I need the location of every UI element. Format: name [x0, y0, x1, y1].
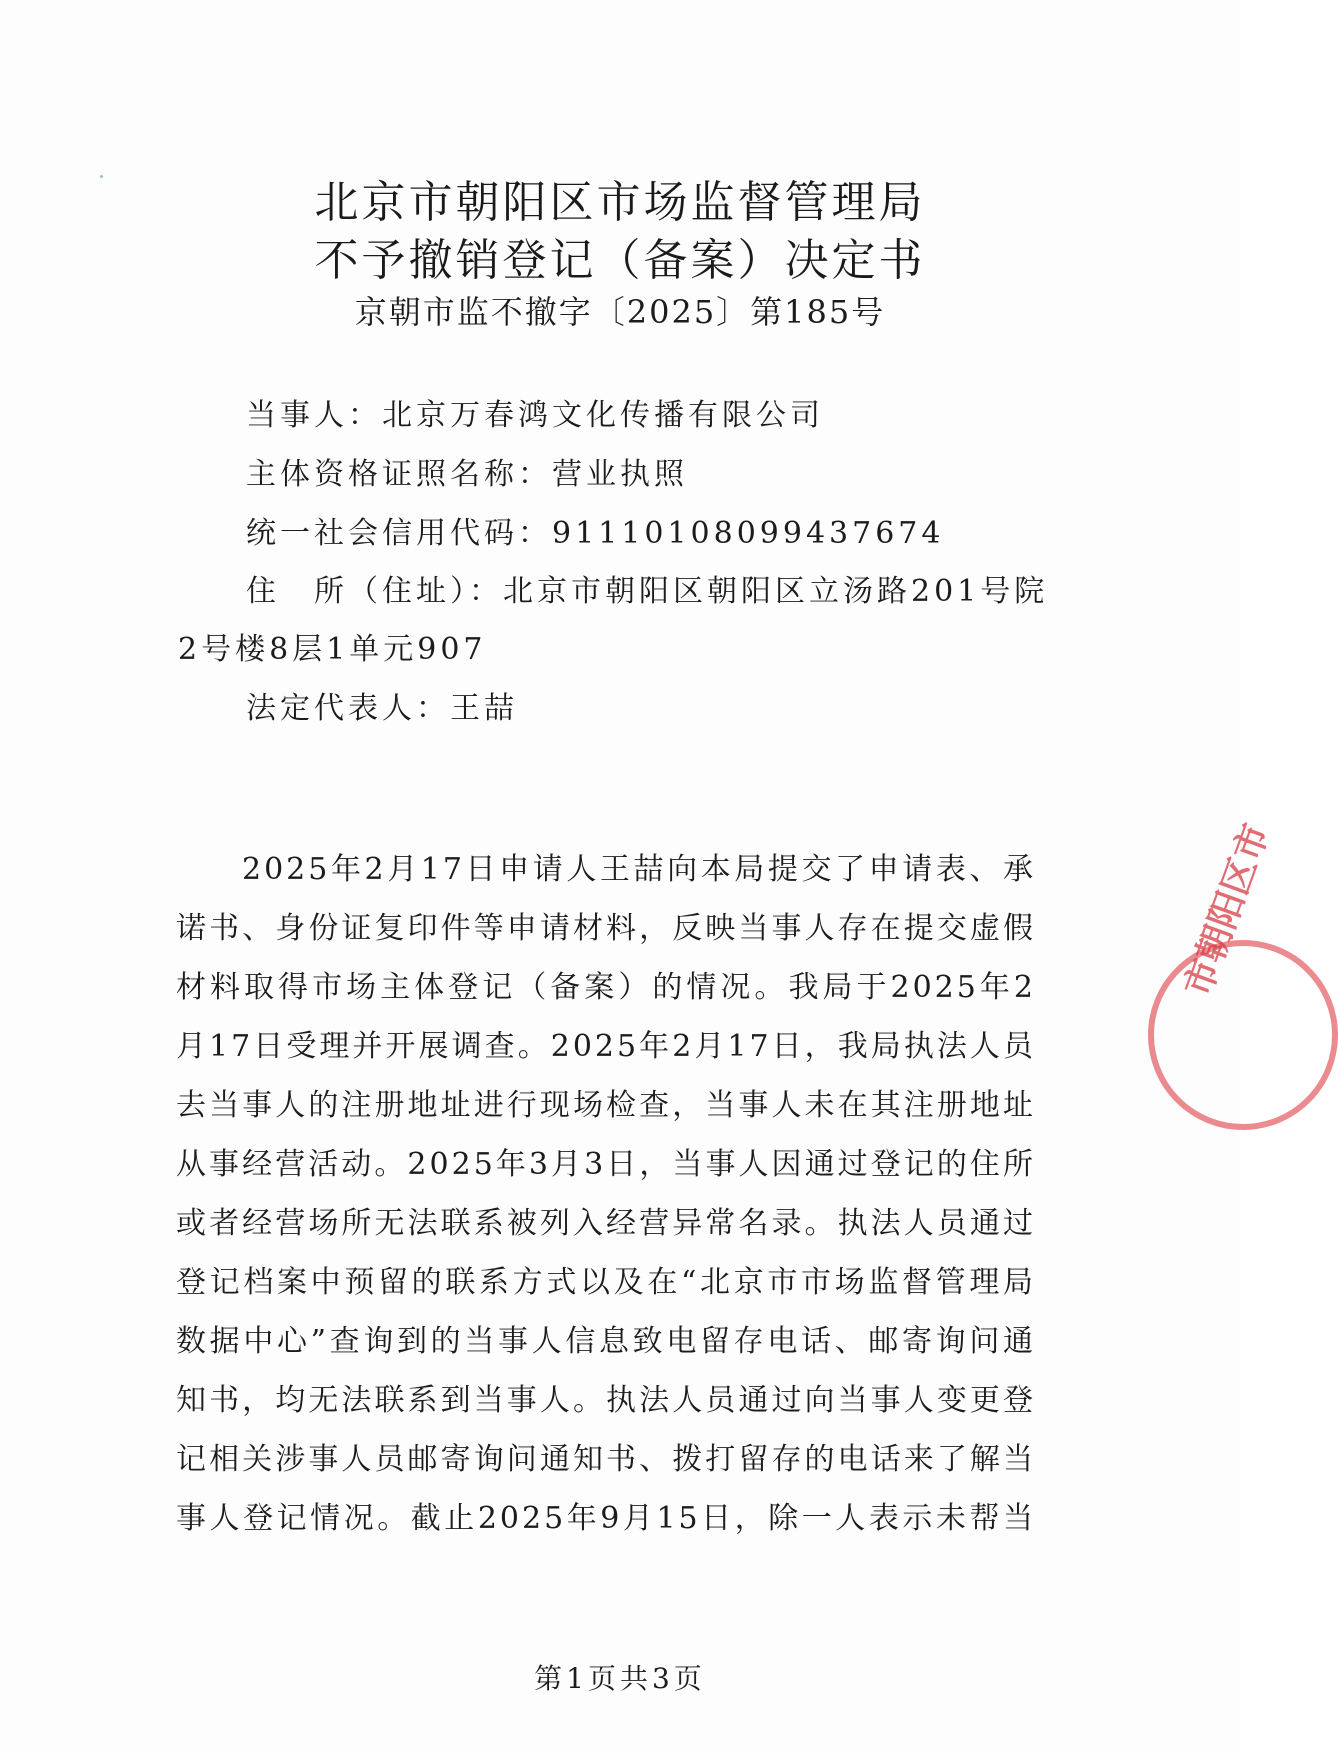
- body-line: 或者经营场所无法联系被列入经营异常名录。执法人员通过: [176, 1206, 1036, 1241]
- license-name: 主体资格证照名称：营业执照: [246, 457, 688, 492]
- address-line2: 2号楼8层1单元907: [178, 632, 487, 667]
- body-line: 登记档案中预留的联系方式以及在“北京市市场监督管理局: [176, 1265, 1036, 1300]
- body-line: 诺书、身份证复印件等申请材料，反映当事人存在提交虚假: [176, 911, 1036, 946]
- body-line: 知书，均无法联系到当事人。执法人员通过向当事人变更登: [176, 1383, 1036, 1418]
- document-number: 京朝市监不撤字〔2025〕第185号: [354, 293, 886, 331]
- body-line: 月17日受理并开展调查。2025年2月17日，我局执法人员: [176, 1029, 1036, 1064]
- document-title-line1: 北京市朝阳区市场监督管理局: [314, 177, 926, 228]
- seal-text: 市朝阳区市: [1176, 818, 1278, 1002]
- page-footer: 第1页共3页: [534, 1662, 706, 1695]
- body-line: 去当事人的注册地址进行现场检查，当事人未在其注册地址: [176, 1088, 1036, 1123]
- credit-code: 统一社会信用代码：91110108099437674: [246, 516, 945, 551]
- body-line: 事人登记情况。截止2025年9月15日，除一人表示未帮当: [176, 1501, 1036, 1536]
- document-title-line2: 不予撤销登记（备案）决定书: [314, 235, 926, 286]
- body-line: 2025年2月17日申请人王喆向本局提交了申请表、承: [242, 852, 1036, 887]
- legal-representative: 法定代表人：王喆: [246, 691, 518, 726]
- body-paragraph: [176, 840, 1036, 1548]
- body-line: 记相关涉事人员邮寄询问通知书、拨打留存的电话来了解当: [176, 1442, 1036, 1477]
- address-line1: 住 所（住址）：北京市朝阳区朝阳区立汤路201号院: [246, 574, 1049, 609]
- party-name: 当事人：北京万春鸿文化传播有限公司: [246, 398, 824, 433]
- body-line: 从事经营活动。2025年3月3日，当事人因通过登记的住所: [176, 1147, 1036, 1182]
- body-line: 数据中心”查询到的当事人信息致电留存电话、邮寄询问通: [176, 1324, 1036, 1359]
- body-line: 材料取得市场主体登记（备案）的情况。我局于2025年2: [176, 970, 1036, 1005]
